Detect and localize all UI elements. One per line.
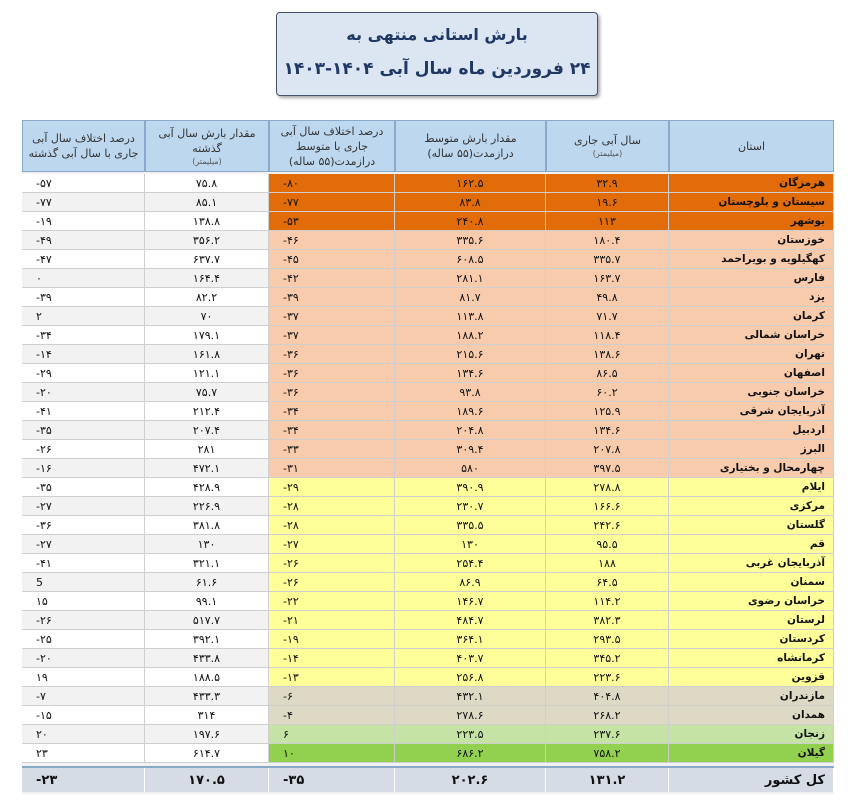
cell-province: سمنان	[669, 573, 834, 592]
title-box	[276, 12, 598, 96]
total-diff-avg: -۳۵	[269, 768, 395, 792]
cell-diff-last: -۲۷	[22, 535, 145, 554]
table-row	[22, 611, 834, 630]
cell-diff-last: -۳۹	[22, 288, 145, 307]
cell-current-year: ۶۴.۵	[546, 573, 669, 592]
cell-province: فارس	[669, 269, 834, 288]
cell-diff-last: -۲۶	[22, 440, 145, 459]
cell-longterm-avg: ۶۰۸.۵	[395, 250, 546, 269]
cell-current-year: ۷۵۸.۲	[546, 744, 669, 763]
cell-longterm-avg: ۱۸۹.۶	[395, 402, 546, 421]
cell-longterm-avg: ۹۳.۸	[395, 383, 546, 402]
cell-province: هرمزگان	[669, 174, 834, 193]
cell-diff-avg: -۳۷	[269, 326, 395, 345]
cell-province: مازندران	[669, 687, 834, 706]
table-row	[22, 174, 834, 193]
cell-longterm-avg: ۱۳۴.۶	[395, 364, 546, 383]
cell-diff-last: -۴۱	[22, 554, 145, 573]
cell-longterm-avg: ۱۳۰	[395, 535, 546, 554]
cell-diff-last: -۷۷	[22, 193, 145, 212]
table-row	[22, 307, 834, 326]
table-row	[22, 364, 834, 383]
cell-current-year: ۳۸۲.۳	[546, 611, 669, 630]
cell-province: اصفهان	[669, 364, 834, 383]
cell-diff-last: -۱۹	[22, 212, 145, 231]
cell-current-year: ۶۰.۲	[546, 383, 669, 402]
cell-longterm-avg: ۳۰۹.۴	[395, 440, 546, 459]
total-diff-last: -۲۳	[22, 768, 145, 792]
cell-province: گلستان	[669, 516, 834, 535]
cell-diff-last: -۱۶	[22, 459, 145, 478]
cell-longterm-avg: ۲۵۶.۸	[395, 668, 546, 687]
cell-last-year: ۴۳۳.۸	[145, 649, 269, 668]
table-row	[22, 421, 834, 440]
header-current-year: سال آبی جاری (میلیمتر)	[546, 120, 669, 172]
cell-diff-last: -۲۰	[22, 649, 145, 668]
cell-diff-avg: -۳۹	[269, 288, 395, 307]
cell-last-year: ۸۵.۱	[145, 193, 269, 212]
cell-longterm-avg: ۴۳۲.۱	[395, 687, 546, 706]
table-row	[22, 630, 834, 649]
cell-province: البرز	[669, 440, 834, 459]
cell-current-year: ۱۲۵.۹	[546, 402, 669, 421]
cell-diff-avg: -۲۹	[269, 478, 395, 497]
cell-diff-avg: -۲۱	[269, 611, 395, 630]
cell-diff-avg: ۱۰	[269, 744, 395, 763]
cell-diff-last: ۲۰	[22, 725, 145, 744]
cell-current-year: ۴۹.۸	[546, 288, 669, 307]
cell-current-year: ۱۳۴.۶	[546, 421, 669, 440]
header-diff-last-year: درصد اختلاف سال آبی جاری با سال آبی گذشته	[22, 120, 145, 172]
cell-province: تهران	[669, 345, 834, 364]
cell-last-year: ۲۱۲.۴	[145, 402, 269, 421]
cell-diff-last: 5	[22, 573, 145, 592]
cell-diff-avg: -۱۳	[269, 668, 395, 687]
cell-province: گیلان	[669, 744, 834, 763]
cell-current-year: ۸۶.۵	[546, 364, 669, 383]
cell-current-year: ۷۱.۷	[546, 307, 669, 326]
table-row	[22, 478, 834, 497]
title-line-2: ۲۴ فروردین ماه سال آبی ۱۴۰۴-۱۴۰۳	[283, 59, 591, 79]
cell-province: خوزستان	[669, 231, 834, 250]
cell-province: قم	[669, 535, 834, 554]
cell-diff-avg: -۲۶	[269, 554, 395, 573]
table-header	[22, 120, 834, 172]
cell-province: کرمان	[669, 307, 834, 326]
cell-current-year: ۳۴۵.۲	[546, 649, 669, 668]
cell-province: لرستان	[669, 611, 834, 630]
cell-diff-avg: -۳۶	[269, 383, 395, 402]
cell-diff-avg: -۶	[269, 687, 395, 706]
cell-last-year: ۴۲۸.۹	[145, 478, 269, 497]
table-row	[22, 459, 834, 478]
cell-last-year: ۹۹.۱	[145, 592, 269, 611]
cell-last-year: ۳۹۲.۱	[145, 630, 269, 649]
cell-longterm-avg: ۲۱۵.۶	[395, 345, 546, 364]
cell-province: خراسان شمالی	[669, 326, 834, 345]
cell-longterm-avg: ۳۳۵.۶	[395, 231, 546, 250]
cell-current-year: ۳۲.۹	[546, 174, 669, 193]
cell-last-year: ۱۳۰	[145, 535, 269, 554]
cell-diff-avg: -۳۱	[269, 459, 395, 478]
cell-diff-last: -۵۷	[22, 174, 145, 193]
table-row	[22, 193, 834, 212]
cell-diff-avg: ۶	[269, 725, 395, 744]
table-row	[22, 592, 834, 611]
cell-last-year: ۲۲۶.۹	[145, 497, 269, 516]
cell-province: آذربایجان شرقی	[669, 402, 834, 421]
cell-diff-avg: -۸۰	[269, 174, 395, 193]
cell-longterm-avg: ۸۱.۷	[395, 288, 546, 307]
cell-diff-avg: -۲۶	[269, 573, 395, 592]
cell-last-year: ۲۰۷.۴	[145, 421, 269, 440]
cell-last-year: ۵۱۷.۷	[145, 611, 269, 630]
cell-longterm-avg: ۱۴۶.۷	[395, 592, 546, 611]
cell-diff-last: -۳۶	[22, 516, 145, 535]
cell-longterm-avg: ۲۷۸.۶	[395, 706, 546, 725]
total-row	[22, 766, 834, 792]
cell-last-year: ۷۵.۷	[145, 383, 269, 402]
table-row	[22, 326, 834, 345]
cell-diff-last: -۱۴	[22, 345, 145, 364]
cell-diff-last: -۷	[22, 687, 145, 706]
cell-diff-avg: -۳۴	[269, 421, 395, 440]
cell-diff-avg: -۲۸	[269, 497, 395, 516]
cell-current-year: ۴۰۴.۸	[546, 687, 669, 706]
cell-diff-last: -۱۵	[22, 706, 145, 725]
total-current: ۱۳۱.۲	[546, 768, 669, 792]
cell-longterm-avg: ۳۹۰.۹	[395, 478, 546, 497]
cell-diff-avg: -۳۳	[269, 440, 395, 459]
header-diff-longterm: درصد اختلاف سال آبی جاری با متوسط درازمدت(۵۵ ساله)	[269, 120, 395, 172]
cell-province: مرکزی	[669, 497, 834, 516]
cell-province: خراسان جنوبی	[669, 383, 834, 402]
cell-diff-last: -۳۵	[22, 478, 145, 497]
cell-longterm-avg: ۲۰۴.۸	[395, 421, 546, 440]
cell-diff-avg: -۴۲	[269, 269, 395, 288]
cell-longterm-avg: ۸۳.۸	[395, 193, 546, 212]
cell-last-year: ۱۳۸.۸	[145, 212, 269, 231]
cell-longterm-avg: ۱۱۳.۸	[395, 307, 546, 326]
cell-province: کهگیلویه و بویراحمد	[669, 250, 834, 269]
cell-diff-last: ۱۹	[22, 668, 145, 687]
cell-current-year: ۲۹۳.۵	[546, 630, 669, 649]
cell-longterm-avg: ۴۰۳.۷	[395, 649, 546, 668]
cell-diff-last: ۰	[22, 269, 145, 288]
cell-longterm-avg: ۳۶۴.۱	[395, 630, 546, 649]
total-province: کل کشور	[669, 768, 834, 792]
cell-current-year: ۱۱۸.۴	[546, 326, 669, 345]
cell-longterm-avg: ۱۶۲.۵	[395, 174, 546, 193]
total-last: ۱۷۰.۵	[145, 768, 269, 792]
cell-last-year: ۳۲۱.۱	[145, 554, 269, 573]
cell-longterm-avg: ۲۳۰.۷	[395, 497, 546, 516]
table-row	[22, 535, 834, 554]
cell-diff-avg: -۳۶	[269, 345, 395, 364]
cell-province: کردستان	[669, 630, 834, 649]
table-row	[22, 687, 834, 706]
table-row	[22, 345, 834, 364]
table-row	[22, 649, 834, 668]
cell-diff-last: ۲	[22, 307, 145, 326]
cell-province: آذربایجان غربی	[669, 554, 834, 573]
cell-diff-avg: -۲۲	[269, 592, 395, 611]
table-row	[22, 250, 834, 269]
table-row	[22, 554, 834, 573]
cell-diff-avg: -۵۳	[269, 212, 395, 231]
cell-last-year: ۸۲.۲	[145, 288, 269, 307]
cell-diff-avg: -۴۵	[269, 250, 395, 269]
cell-diff-avg: -۱۹	[269, 630, 395, 649]
cell-diff-last: -۳۴	[22, 326, 145, 345]
title-line-1: بارش استانی منتهی به	[346, 25, 528, 44]
cell-last-year: ۱۹۷.۶	[145, 725, 269, 744]
cell-last-year: ۱۲۱.۱	[145, 364, 269, 383]
rainfall-table	[22, 120, 834, 794]
cell-current-year: ۹۵.۵	[546, 535, 669, 554]
table-row	[22, 744, 834, 763]
cell-last-year: ۴۷۲.۱	[145, 459, 269, 478]
cell-diff-last: -۲۹	[22, 364, 145, 383]
cell-last-year: ۶۱.۶	[145, 573, 269, 592]
table-row	[22, 269, 834, 288]
cell-diff-last: -۴۱	[22, 402, 145, 421]
cell-province: چهارمحال و بختیاری	[669, 459, 834, 478]
table-row	[22, 383, 834, 402]
cell-current-year: ۱۳۸.۶	[546, 345, 669, 364]
cell-current-year: ۲۶۸.۲	[546, 706, 669, 725]
table-row	[22, 706, 834, 725]
cell-current-year: ۲۲۳.۶	[546, 668, 669, 687]
cell-province: ایلام	[669, 478, 834, 497]
table-row	[22, 725, 834, 744]
cell-current-year: ۱۶۶.۶	[546, 497, 669, 516]
cell-longterm-avg: ۶۸۶.۲	[395, 744, 546, 763]
table-row	[22, 231, 834, 250]
cell-province: همدان	[669, 706, 834, 725]
cell-diff-avg: -۴	[269, 706, 395, 725]
header-province: استان	[669, 120, 834, 172]
cell-province: خراسان رضوی	[669, 592, 834, 611]
cell-diff-avg: -۲۸	[269, 516, 395, 535]
table-row	[22, 212, 834, 231]
cell-diff-avg: -۱۴	[269, 649, 395, 668]
cell-province: اردبیل	[669, 421, 834, 440]
cell-last-year: ۳۸۱.۸	[145, 516, 269, 535]
cell-province: سیستان و بلوچستان	[669, 193, 834, 212]
cell-last-year: ۲۸۱	[145, 440, 269, 459]
cell-diff-last: ۱۵	[22, 592, 145, 611]
cell-longterm-avg: ۲۴۰.۸	[395, 212, 546, 231]
cell-last-year: ۷۵.۸	[145, 174, 269, 193]
table-row	[22, 573, 834, 592]
cell-current-year: ۱۹.۶	[546, 193, 669, 212]
header-last-year: مقدار بارش سال آبی گذشته (میلیمتر)	[145, 120, 269, 172]
cell-last-year: ۶۳۷.۷	[145, 250, 269, 269]
cell-longterm-avg: ۱۸۸.۲	[395, 326, 546, 345]
cell-current-year: ۱۱۴.۲	[546, 592, 669, 611]
cell-last-year: ۱۷۹.۱	[145, 326, 269, 345]
cell-province: قزوین	[669, 668, 834, 687]
cell-longterm-avg: ۵۸۰	[395, 459, 546, 478]
cell-province: کرمانشاه	[669, 649, 834, 668]
cell-diff-last: ۲۳	[22, 744, 145, 763]
cell-current-year: ۲۳۷.۶	[546, 725, 669, 744]
cell-last-year: ۷۰	[145, 307, 269, 326]
cell-longterm-avg: ۲۵۴.۴	[395, 554, 546, 573]
cell-last-year: ۱۶۱.۸	[145, 345, 269, 364]
cell-current-year: ۱۸۰.۴	[546, 231, 669, 250]
table-row	[22, 668, 834, 687]
cell-longterm-avg: ۸۶.۹	[395, 573, 546, 592]
cell-last-year: ۳۱۴	[145, 706, 269, 725]
cell-current-year: ۳۹۷.۵	[546, 459, 669, 478]
cell-last-year: ۳۵۶.۲	[145, 231, 269, 250]
cell-diff-last: -۴۷	[22, 250, 145, 269]
cell-diff-avg: -۳۴	[269, 402, 395, 421]
cell-current-year: ۱۸۸	[546, 554, 669, 573]
cell-diff-last: -۲۵	[22, 630, 145, 649]
cell-current-year: ۲۴۲.۶	[546, 516, 669, 535]
table-row	[22, 402, 834, 421]
cell-diff-avg: -۳۷	[269, 307, 395, 326]
cell-longterm-avg: ۳۳۵.۵	[395, 516, 546, 535]
cell-diff-last: -۴۹	[22, 231, 145, 250]
cell-current-year: ۱۶۳.۷	[546, 269, 669, 288]
cell-longterm-avg: ۲۲۳.۵	[395, 725, 546, 744]
table-row	[22, 516, 834, 535]
header-longterm-avg: مقدار بارش متوسط درازمدت(۵۵ ساله)	[395, 120, 546, 172]
cell-diff-avg: -۷۷	[269, 193, 395, 212]
table-row	[22, 440, 834, 459]
cell-province: زنجان	[669, 725, 834, 744]
cell-current-year: ۱۱۳	[546, 212, 669, 231]
cell-diff-avg: -۲۷	[269, 535, 395, 554]
cell-last-year: ۱۸۸.۵	[145, 668, 269, 687]
cell-diff-last: -۲۰	[22, 383, 145, 402]
cell-diff-last: -۳۵	[22, 421, 145, 440]
total-avg: ۲۰۲.۶	[395, 768, 546, 792]
cell-longterm-avg: ۲۸۱.۱	[395, 269, 546, 288]
cell-diff-avg: -۳۶	[269, 364, 395, 383]
cell-longterm-avg: ۴۸۴.۷	[395, 611, 546, 630]
cell-current-year: ۲۷۸.۸	[546, 478, 669, 497]
cell-diff-last: -۲۶	[22, 611, 145, 630]
cell-current-year: ۲۰۷.۸	[546, 440, 669, 459]
cell-province: یزد	[669, 288, 834, 307]
cell-current-year: ۳۳۵.۷	[546, 250, 669, 269]
cell-diff-last: -۲۷	[22, 497, 145, 516]
cell-province: بوشهر	[669, 212, 834, 231]
cell-last-year: ۴۳۳.۳	[145, 687, 269, 706]
cell-diff-avg: -۴۶	[269, 231, 395, 250]
cell-last-year: ۱۶۴.۴	[145, 269, 269, 288]
cell-last-year: ۶۱۴.۷	[145, 744, 269, 763]
table-row	[22, 288, 834, 307]
table-row	[22, 497, 834, 516]
